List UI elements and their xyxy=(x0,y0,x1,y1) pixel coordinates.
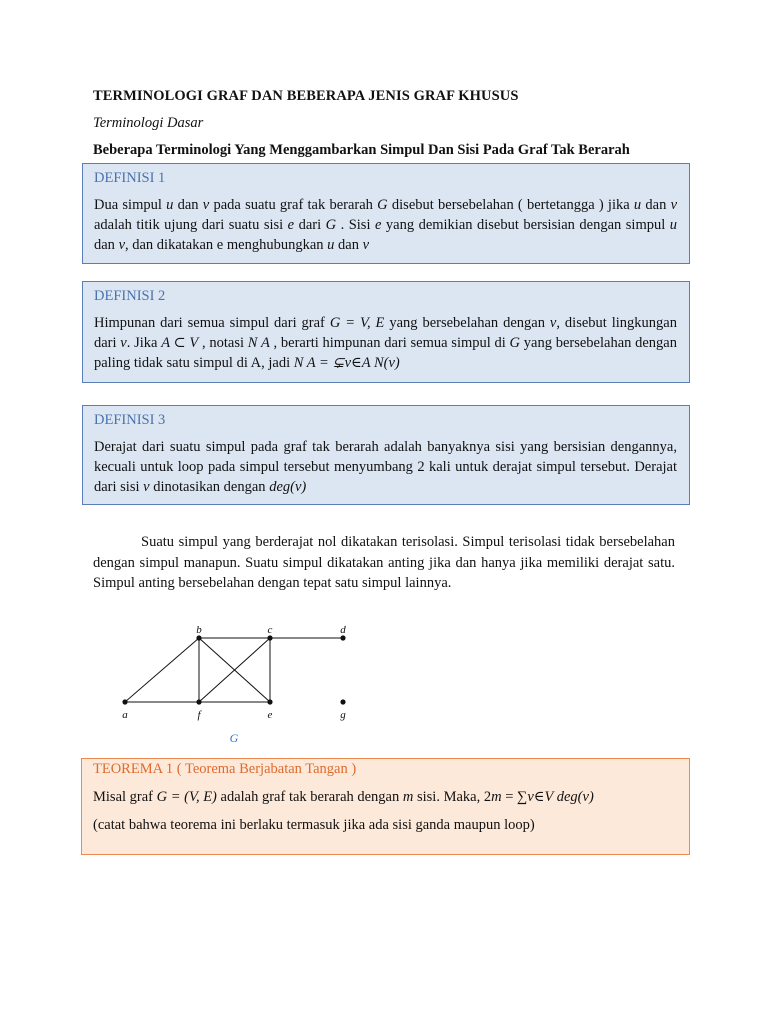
graph-edge-a-b xyxy=(125,638,199,702)
text-run: dan xyxy=(173,197,203,213)
text-run: adalah titik ujung dari suatu sisi xyxy=(94,217,288,233)
math-symbol: e xyxy=(287,217,295,233)
section-subtitle: Terminologi Dasar xyxy=(93,115,204,131)
graph-vertex-label-a: a xyxy=(122,709,128,721)
math-symbol: e xyxy=(374,217,382,233)
definition-box-2 xyxy=(82,281,690,383)
text-run: dari xyxy=(294,217,326,233)
math-symbol: v xyxy=(120,335,127,351)
math-symbol: v xyxy=(362,237,370,253)
graph-vertex-d xyxy=(340,635,345,640)
text-run: yang bersebelahan dengan paling tidak satu simpul di A, jadi xyxy=(94,335,677,371)
text-run: = xyxy=(501,789,518,805)
text-run: Derajat dari suatu simpul pada graf tak berarah adalah banyaknya sisi yang bersisian dengannya, kecuali untuk loop pada simpul tersebut menyumbang 2 kali untuk derajat simpul tersebut. Derajat dari sisi xyxy=(94,439,677,495)
math-symbol: A ⊂ V xyxy=(161,335,199,351)
definition-box-1 xyxy=(82,163,690,264)
text-run: sisi. Maka, 2 xyxy=(413,789,492,805)
theorem-title: TEOREMA 1 ( Teorema Berjabatan Tangan ) xyxy=(93,761,357,777)
text-run: yang demikian disebut bersisian dengan simpul xyxy=(381,217,670,233)
text-run: . Jika xyxy=(126,335,162,351)
definition-title-3: DEFINISI 3 xyxy=(94,412,166,428)
graph-vertex-f xyxy=(196,699,201,704)
text-run: dan xyxy=(94,237,119,253)
math-symbol: v xyxy=(202,197,210,213)
graph-figure xyxy=(0,600,768,750)
math-symbol: u xyxy=(166,197,174,213)
math-symbol: v xyxy=(670,197,678,213)
math-symbol: m xyxy=(491,789,502,805)
definition-box-3 xyxy=(82,405,690,505)
text-run: yang bersebelahan dengan xyxy=(384,315,550,331)
text-run: Himpunan dari semua simpul dari graf xyxy=(94,315,330,331)
math-symbol: G xyxy=(377,197,388,213)
text-run: adalah graf tak berarah dengan xyxy=(216,789,403,805)
graph-vertex-b xyxy=(196,635,201,640)
graph-vertex-label-e: e xyxy=(267,709,273,721)
text-run: disebut bersebelahan ( bertetangga ) jika xyxy=(387,197,634,213)
graph-vertex-a xyxy=(122,699,127,704)
graph-vertex-label-c: c xyxy=(267,624,273,636)
text-run: Misal graf xyxy=(93,789,157,805)
math-symbol: N A xyxy=(247,335,270,351)
text-run: , disebut lingkungan dari xyxy=(94,315,677,351)
math-symbol: deg(v) xyxy=(269,479,307,495)
section-subheading: Beberapa Terminologi Yang Menggambarkan Simpul Dan Sisi Pada Graf Tak Berarah xyxy=(93,142,630,158)
graph-labels xyxy=(122,624,346,721)
math-symbol: u xyxy=(327,237,335,253)
definition-body-3 xyxy=(94,437,677,497)
graph-caption: G xyxy=(229,731,239,745)
theorem-statement xyxy=(93,787,677,807)
math-symbol: u xyxy=(669,217,677,233)
text-run: , berarti himpunan dari semua simpul di xyxy=(269,335,510,351)
math-symbol: G xyxy=(509,335,521,351)
text-run: dinotasikan dengan xyxy=(149,479,270,495)
text-run: dan xyxy=(641,197,671,213)
math-symbol: v xyxy=(143,479,150,495)
graph-vertex-e xyxy=(267,699,272,704)
math-symbol: N A = ⊊v∈A N(v) xyxy=(293,355,400,371)
text-run: , notasi xyxy=(198,335,248,351)
math-symbol: v xyxy=(118,237,125,253)
math-symbol: ∑v∈V deg(v) xyxy=(517,789,594,805)
math-symbol: m xyxy=(402,789,414,805)
document-heading: TERMINOLOGI GRAF DAN BEBERAPA JENIS GRAF KHUSUS xyxy=(93,88,519,104)
math-symbol: G xyxy=(325,217,337,233)
definition-title-2: DEFINISI 2 xyxy=(94,288,166,304)
graph-vertex-label-f: f xyxy=(197,709,201,721)
text-run: Dua simpul xyxy=(94,197,167,213)
graph-vertex-label-g: g xyxy=(340,709,346,721)
text-run: pada suatu graf tak berarah xyxy=(209,197,378,213)
graph-vertex-label-d: d xyxy=(340,624,346,636)
isolated-vertex-paragraph: Suatu simpul yang berderajat nol dikatakan terisolasi. Simpul terisolasi tidak bersebelahan dengan simpul manapun. Suatu simpul dikatakan anting jika dan hanya jika memiliki derajat satu. Simpul anting bersebelahan dengan tepat satu simpul lainnya. xyxy=(93,534,675,591)
theorem-box xyxy=(81,758,690,855)
definition-body-1 xyxy=(94,195,677,255)
definition-body-2 xyxy=(94,313,677,373)
graph-vertex-label-b: b xyxy=(196,624,202,636)
text-run: , dan dikatakan e menghubungkan xyxy=(125,237,328,253)
math-symbol: u xyxy=(633,197,642,213)
graph-vertex-g xyxy=(340,699,345,704)
graph-vertex-c xyxy=(267,635,272,640)
definition-title-1: DEFINISI 1 xyxy=(94,170,166,186)
math-symbol: v xyxy=(549,315,557,331)
text-run: . Sisi xyxy=(336,217,375,233)
math-symbol: G = (V, E) xyxy=(156,789,217,805)
theorem-note: (catat bahwa teorema ini berlaku termasuk jika ada sisi ganda maupun loop) xyxy=(93,817,535,833)
math-symbol: G = V, E xyxy=(329,315,385,331)
text-run: dan xyxy=(334,237,363,253)
graph-edges xyxy=(125,638,343,702)
